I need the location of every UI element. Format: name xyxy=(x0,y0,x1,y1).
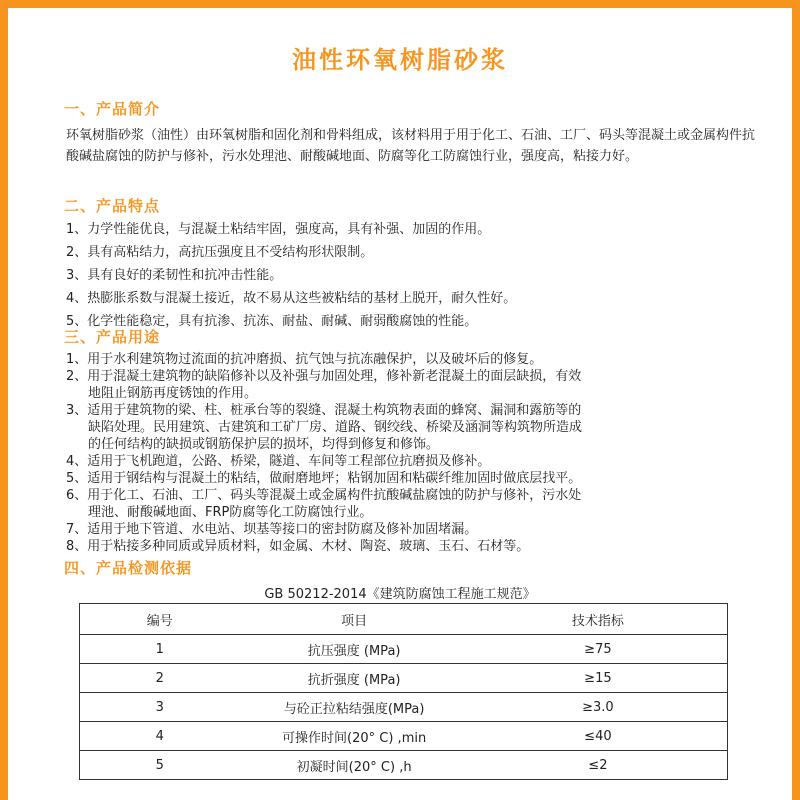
table-row xyxy=(80,722,728,751)
list-item-text: 1、用于水利建筑物过流面的抗冲磨损、抗气蚀与抗冻融保护，以及破坏后的修复。 xyxy=(66,352,543,367)
list-item-continuation: 地阻止钢筋再度锈蚀的作用。 xyxy=(88,386,258,401)
column-header-spec: 技术指标 xyxy=(469,604,728,635)
list-item xyxy=(66,521,756,538)
standard-caption: GB 50212-2014《建筑防腐蚀工程施工规范》 xyxy=(264,587,536,602)
list-item xyxy=(66,487,756,521)
table-row xyxy=(80,751,728,780)
section-heading-features: 二、产品特点 xyxy=(64,197,161,215)
list-item xyxy=(66,453,756,470)
table-header-row xyxy=(80,604,728,635)
table-cell: ≥3.0 xyxy=(469,693,728,722)
column-header-number: 编号 xyxy=(80,604,240,635)
section-heading-uses: 三、产品用途 xyxy=(64,328,161,346)
table-row xyxy=(80,635,728,664)
table-cell: 抗压强度 (MPa) xyxy=(239,635,468,664)
list-item-text: 6、用于化工、石油、工厂、码头等混凝土或金属构件抗酸碱盐腐蚀的防护与修补，污水处 xyxy=(66,488,582,503)
table-cell: 与砼正拉粘结强度(MPa) xyxy=(239,693,468,722)
table-cell: 2 xyxy=(80,664,240,693)
list-item: 3、具有良好的柔韧性和抗冲击性能。 xyxy=(66,268,283,283)
list-item xyxy=(66,538,756,555)
table-cell: ≥15 xyxy=(469,664,728,693)
document-page xyxy=(8,8,792,800)
list-item-text: 3、适用于建筑物的梁、柱、桩承台等的裂缝、混凝土构筑物表面的蜂窝、漏洞和露筋等的 xyxy=(66,403,582,418)
table-cell: ≤40 xyxy=(469,722,728,751)
table-cell: 抗折强度 (MPa) xyxy=(239,664,468,693)
table-cell: ≤2 xyxy=(469,751,728,780)
features-list xyxy=(66,218,756,333)
table-cell: 初凝时间(20° C) ,h xyxy=(239,751,468,780)
list-item: 2、具有高粘结力，高抗压强度且不受结构形状限制。 xyxy=(66,245,374,260)
list-item-text: 5、适用于钢结构与混凝土的粘结，做耐磨地坪；粘钢加固和粘碳纤维加固时做底层找平。 xyxy=(66,471,582,486)
spec-table xyxy=(79,603,728,780)
section-heading-testing: 四、产品检测依据 xyxy=(64,559,193,577)
table-cell: 1 xyxy=(80,635,240,664)
table-cell: ≥75 xyxy=(469,635,728,664)
list-item: 5、化学性能稳定，具有抗渗、抗冻、耐盐、耐碱、耐弱酸腐蚀的性能。 xyxy=(66,314,478,329)
list-item xyxy=(66,351,756,368)
list-item-continuation: 的任何结构的缺损或钢筋保护层的损坏，均得到修复和修饰。 xyxy=(88,437,440,452)
list-item: 4、热膨胀系数与混凝土接近，故不易从这些被粘结的基材上脱开，耐久性好。 xyxy=(66,291,517,306)
document-title: 油性环氧树脂砂浆 xyxy=(292,46,508,74)
list-item: 1、力学性能优良，与混凝土粘结牢固，强度高，具有补强、加固的作用。 xyxy=(66,222,491,237)
list-item-text: 2、用于混凝土建筑物的缺陷修补以及补强与加固处理，修补新老混凝土的面层缺损，有效 xyxy=(66,369,582,384)
table-cell: 可操作时间(20° C) ,min xyxy=(239,722,468,751)
list-item xyxy=(66,368,756,402)
list-item xyxy=(66,470,756,487)
list-item-text: 8、用于粘接多种同质或异质材料，如金属、木材、陶瓷、玻璃、玉石、石材等。 xyxy=(66,539,530,554)
uses-list xyxy=(66,351,756,555)
list-item-text: 7、适用于地下管道、水电站、坝基等接口的密封防腐及修补加固堵漏。 xyxy=(66,522,478,537)
column-header-item: 项目 xyxy=(239,604,468,635)
section-heading-intro: 一、产品简介 xyxy=(64,100,161,118)
list-item xyxy=(66,402,756,453)
list-item-continuation: 缺陷处理。民用建筑、古建筑和工矿厂房、道路、钢绞线、桥梁及涵洞等构筑物所造成 xyxy=(88,420,583,435)
list-item-text: 4、适用于飞机跑道，公路、桥梁，隧道、车间等工程部位抗磨损及修补。 xyxy=(66,454,491,469)
table-cell: 3 xyxy=(80,693,240,722)
table-row xyxy=(80,664,728,693)
list-item-continuation: 理池、耐酸碱地面、FRP防腐等化工防腐蚀行业。 xyxy=(88,505,373,520)
intro-paragraph: 环氧树脂砂浆（油性）由环氧树脂和固化剂和骨料组成，该材料用于用于化工、石油、工厂、码头等混凝土或金属构件抗酸碱盐腐蚀的防护与修补，污水处理池、耐酸碱地面、防腐等化工防腐蚀行业，强度高，粘接力好。 xyxy=(66,128,756,164)
table-row xyxy=(80,693,728,722)
table-cell: 4 xyxy=(80,722,240,751)
table-cell: 5 xyxy=(80,751,240,780)
